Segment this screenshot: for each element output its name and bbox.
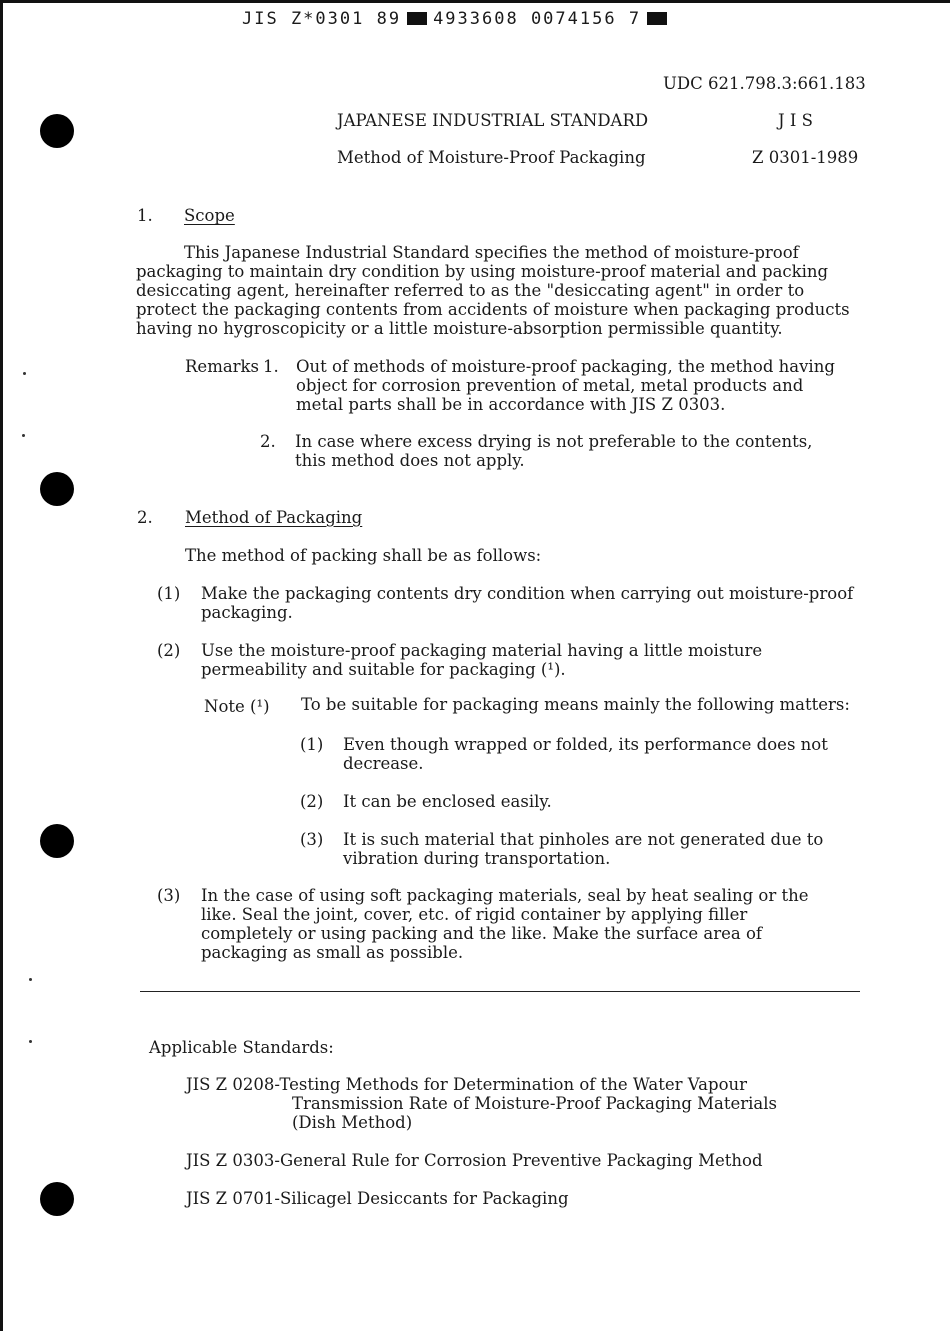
item-line: like. Seal the joint, cover, etc. of rigid container by applying filler xyxy=(201,905,748,924)
remark-line: metal parts shall be in accordance with JIS Z 0303. xyxy=(296,395,726,414)
standard-line: JIS Z 0303-General Rule for Corrosion Preventive Packaging Method xyxy=(186,1151,763,1170)
note-subitem-1-text xyxy=(343,735,828,773)
section-1-title: Scope xyxy=(184,206,235,225)
item-line: Make the packaging contents dry condition when carrying out moisture-proof xyxy=(201,584,854,603)
document-number: Z 0301-1989 xyxy=(752,148,859,167)
standard-line: JIS Z 0208-Testing Methods for Determination of the Water Vapour xyxy=(186,1075,748,1094)
note-subitem-line: Even though wrapped or folded, its performance does not xyxy=(343,735,828,754)
punch-hole-2 xyxy=(40,472,74,506)
note-subitem-line: vibration during transportation. xyxy=(343,849,611,868)
item-line: In the case of using soft packaging materials, seal by heat sealing or the xyxy=(201,886,809,905)
applicable-standard-2 xyxy=(186,1151,763,1170)
standard-line: (Dish Method) xyxy=(292,1113,413,1132)
header-code-left: JIS Z*0301 89 xyxy=(242,9,402,29)
note-subitem-number: (3) xyxy=(300,830,324,849)
item-2-text xyxy=(201,641,762,679)
remark-number: 1. xyxy=(263,357,279,376)
item-number: (2) xyxy=(157,641,181,660)
note-subitem-3-text xyxy=(343,830,823,868)
section-2-number: 2. xyxy=(137,508,153,527)
item-line: packaging as small as possible. xyxy=(201,943,464,962)
item-1-text xyxy=(201,584,853,622)
standard-line: JIS Z 0701-Silicagel Desiccants for Packaging xyxy=(186,1189,569,1208)
scope-paragraph xyxy=(136,243,850,338)
item-3-text xyxy=(201,886,809,962)
remark-line: object for corrosion prevention of metal, metal products and xyxy=(296,376,804,395)
scope-line: having no hygroscopicity or a little moisture-absorption permissible quantity. xyxy=(136,319,783,338)
note-label: Note (¹) xyxy=(204,697,270,716)
scan-speck xyxy=(29,978,32,981)
scan-speck xyxy=(22,434,25,437)
standard-title: JAPANESE INDUSTRIAL STANDARD xyxy=(337,111,649,130)
standard-line: Transmission Rate of Moisture-Proof Packaging Materials xyxy=(292,1094,778,1113)
footer-divider xyxy=(140,991,860,992)
remark-1-text xyxy=(296,357,835,414)
scope-line: This Japanese Industrial Standard specifies the method of moisture-proof xyxy=(184,243,799,262)
remark-number: 2. xyxy=(260,432,276,451)
scope-line: protect the packaging contents from accidents of moisture when packaging products xyxy=(136,300,850,319)
item-line: completely or using packing and the like. Make the surface area of xyxy=(201,924,763,943)
remark-2-text xyxy=(295,432,812,470)
note-subitem-line: It can be enclosed easily. xyxy=(343,792,552,811)
section-1-number: 1. xyxy=(137,206,153,225)
header-code-right: 4933608 0074156 7 xyxy=(433,9,642,29)
section-2-title: Method of Packaging xyxy=(185,508,363,527)
note-subitem-line: decrease. xyxy=(343,754,424,773)
item-number: (3) xyxy=(157,886,181,905)
item-line: permeability and suitable for packaging (¹). xyxy=(201,660,566,679)
scope-line: packaging to maintain dry condition by using moisture-proof material and packing xyxy=(136,262,829,281)
note-subitem-number: (2) xyxy=(300,792,324,811)
remark-line: In case where excess drying is not preferable to the contents, xyxy=(295,432,813,451)
page-left-border xyxy=(0,0,3,1331)
page-top-border xyxy=(0,0,950,3)
scan-speck xyxy=(29,1040,32,1043)
item-line: packaging. xyxy=(201,603,293,622)
remark-line: Out of methods of moisture-proof packaging, the method having xyxy=(296,357,835,376)
udc-number: UDC 621.798.3:661.183 xyxy=(663,74,866,93)
note-subitem-line: It is such material that pinholes are not generated due to xyxy=(343,830,824,849)
remark-line: this method does not apply. xyxy=(295,451,525,470)
note-subitem-2-text xyxy=(343,792,552,811)
note-text: To be suitable for packaging means mainly the following matters: xyxy=(301,695,850,714)
punch-hole-1 xyxy=(40,114,74,148)
punch-hole-3 xyxy=(40,824,74,858)
document-title: Method of Moisture-Proof Packaging xyxy=(337,148,646,167)
applicable-standards-title: Applicable Standards: xyxy=(149,1038,334,1057)
black-block xyxy=(407,12,427,25)
jis-mark: J I S xyxy=(778,111,813,130)
applicable-standard-3 xyxy=(186,1189,569,1208)
item-number: (1) xyxy=(157,584,181,603)
note-subitem-number: (1) xyxy=(300,735,324,754)
scan-speck xyxy=(23,372,26,375)
remarks-label: Remarks xyxy=(185,357,260,376)
item-line: Use the moisture-proof packaging material having a little moisture xyxy=(201,641,763,660)
applicable-standard-1 xyxy=(186,1075,777,1132)
black-block xyxy=(647,12,667,25)
section-2-intro: The method of packing shall be as follows: xyxy=(185,546,542,565)
scope-line: desiccating agent, hereinafter referred to as the "desiccating agent" in order to xyxy=(136,281,805,300)
barcode-header xyxy=(242,9,673,29)
punch-hole-4 xyxy=(40,1182,74,1216)
